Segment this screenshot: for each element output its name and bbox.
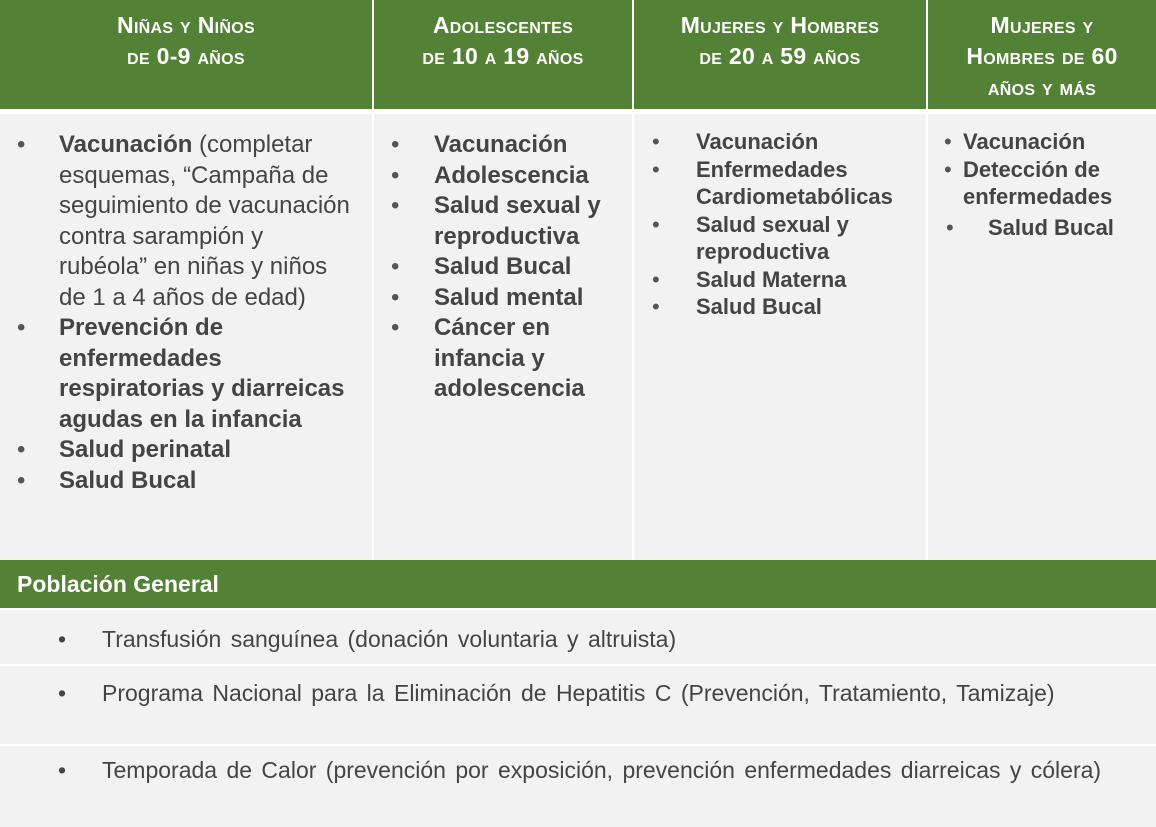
item-title: Vacunación <box>963 129 1086 154</box>
item-title: Salud sexual y reproductiva <box>434 192 601 250</box>
table-header-row <box>0 0 1156 109</box>
list-item <box>634 266 920 294</box>
list-item <box>374 161 622 192</box>
item-title: Salud Bucal <box>59 466 197 494</box>
list-item <box>374 283 622 314</box>
item-detail: (completar esquemas, “Campaña de seguimiento de vacunación contra sarampión y rubéola” en niñas y niños de 1 a 4 años de edad) <box>59 131 350 311</box>
list-item <box>0 435 356 466</box>
list-item <box>374 191 622 252</box>
item-title: Salud Bucal <box>696 294 822 319</box>
list-item <box>374 252 622 283</box>
general-item-text: Temporada de Calor (prevención por exposición, prevención enfermedades diarreicas y cólera) <box>102 757 1102 783</box>
item-title: Salud perinatal <box>59 436 232 463</box>
bullet-icon: • <box>17 436 26 463</box>
header-label: Niñas y Niños de 0-9 años <box>117 12 255 69</box>
general-item-text: Transfusión sanguínea (donación voluntaria y altruista) <box>102 626 677 652</box>
item-title: Vacunación <box>696 129 819 154</box>
list-item <box>634 156 920 211</box>
bullet-icon: • <box>652 266 660 292</box>
list-item <box>0 466 356 497</box>
general-row <box>0 666 1156 744</box>
general-row <box>0 610 1156 664</box>
cell-seniors <box>928 114 1156 560</box>
bullet-icon: • <box>58 626 67 652</box>
list-item <box>0 313 356 435</box>
item-title: Salud Bucal <box>434 253 572 280</box>
children-program-list <box>0 130 356 496</box>
table-body-row <box>0 109 1156 560</box>
cell-adults <box>634 114 928 560</box>
bullet-icon: • <box>944 156 952 182</box>
header-adults-60-plus <box>928 0 1156 109</box>
list-item <box>928 214 1150 242</box>
section-title-general-population: Población General <box>0 560 1156 608</box>
item-title: Salud Materna <box>696 266 847 292</box>
adults-program-list <box>634 128 920 321</box>
bullet-icon: • <box>391 283 400 311</box>
bullet-icon: • <box>391 192 400 219</box>
list-item <box>634 128 920 156</box>
list-item <box>0 130 356 313</box>
header-children-0-9 <box>0 0 374 109</box>
list-item <box>928 128 1150 156</box>
general-item-text: Programa Nacional para la Eliminación de Hepatitis C (Prevención, Tratamiento, Tamizaje) <box>102 680 1055 706</box>
bullet-icon: • <box>652 211 660 237</box>
list-item <box>374 313 622 405</box>
cell-children <box>0 114 374 560</box>
list-item <box>634 211 920 266</box>
bullet-icon: • <box>944 129 952 154</box>
bullet-icon: • <box>17 314 26 341</box>
list-item <box>634 293 920 321</box>
list-item <box>374 130 622 161</box>
item-title: Salud Bucal <box>988 214 1114 240</box>
bullet-icon: • <box>391 314 400 341</box>
item-title: Detección de enfermedades <box>963 156 1113 209</box>
bullet-icon: • <box>652 129 660 154</box>
item-title: Vacunación <box>434 131 568 158</box>
header-label: Mujeres y Hombres de 20 a 59 años <box>680 12 880 69</box>
bullet-icon: • <box>946 214 954 240</box>
bullet-icon: • <box>58 757 67 783</box>
header-adults-20-59 <box>634 0 928 109</box>
bullet-icon: • <box>391 131 400 158</box>
item-title: Vacunación <box>59 131 193 158</box>
item-title: Cáncer en infancia y adolescencia <box>434 314 585 402</box>
bullet-icon: • <box>652 294 660 319</box>
bullet-icon: • <box>391 161 400 189</box>
header-adolescents-10-19 <box>374 0 634 109</box>
item-title: Adolescencia <box>434 161 589 189</box>
item-title: Enfermedades Cardiometabólicas <box>696 156 893 209</box>
item-title: Prevención de enfermedades respiratorias y diarreicas agudas en la infancia <box>59 314 345 433</box>
item-title: Salud mental <box>434 283 584 311</box>
bullet-icon: • <box>58 680 67 706</box>
item-title: Salud sexual y reproductiva <box>696 211 849 264</box>
bullet-icon: • <box>17 466 26 494</box>
seniors-program-list <box>928 128 1150 241</box>
bullet-icon: • <box>391 253 400 280</box>
cell-adolescents <box>374 114 634 560</box>
bullet-icon: • <box>17 131 26 158</box>
header-label: Mujeres y Hombres de 60 años y más <box>966 12 1118 100</box>
header-label: Adolescentes de 10 a 19 años <box>422 12 584 69</box>
adolescents-program-list <box>374 130 622 405</box>
general-row <box>0 746 1156 827</box>
list-item <box>928 156 1150 211</box>
bullet-icon: • <box>652 156 660 182</box>
